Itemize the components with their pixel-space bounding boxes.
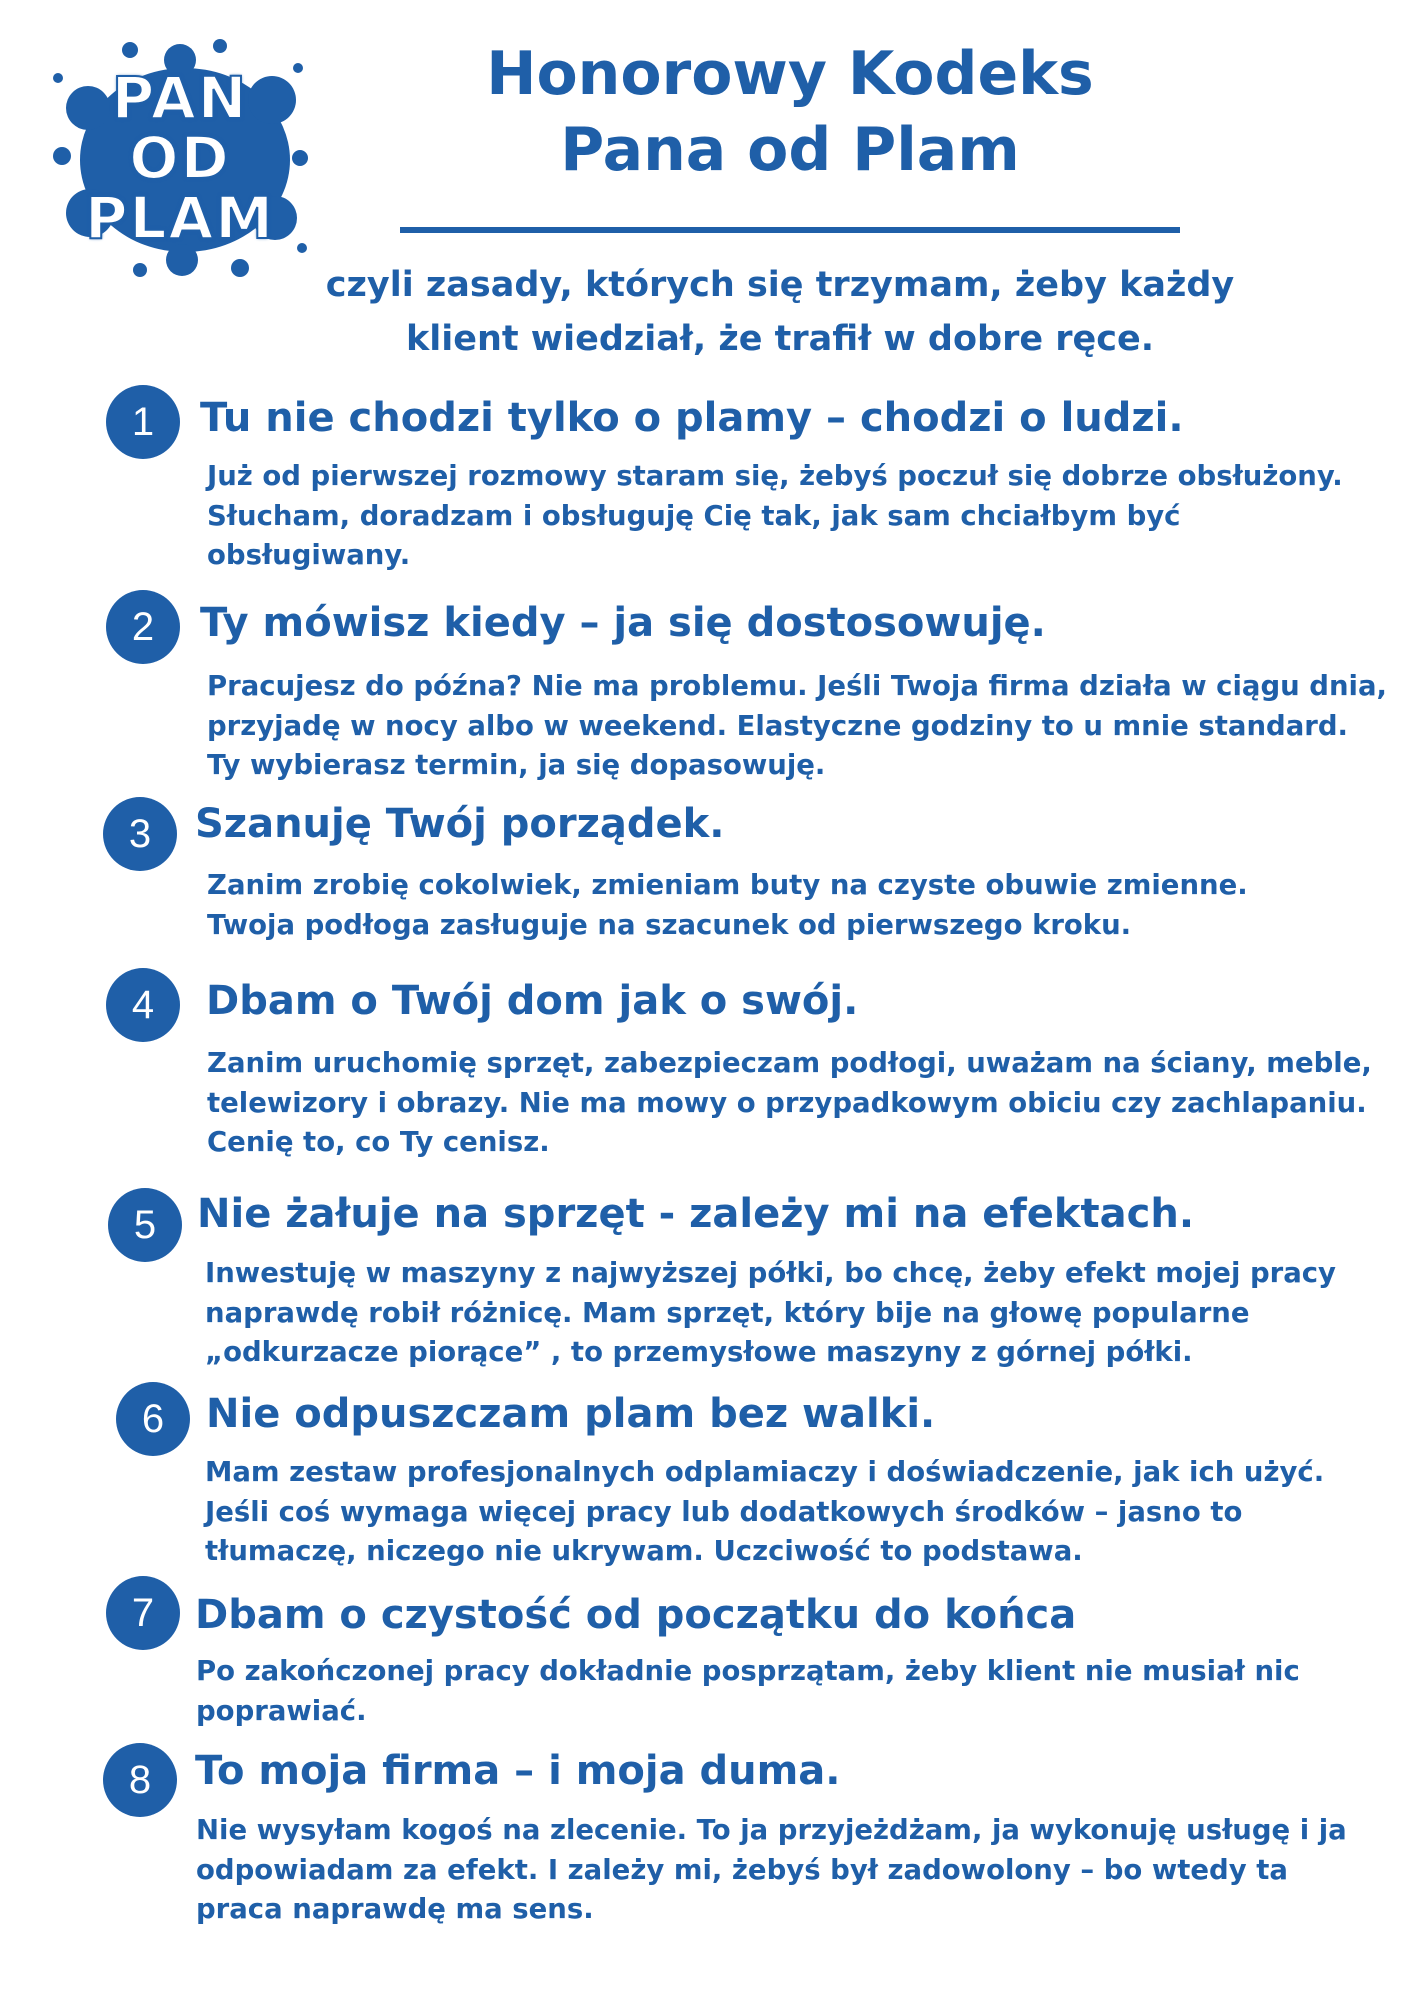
rule-number-badge: 8 — [103, 1743, 177, 1817]
rule-line: Ty wybierasz termin, ja się dopasowuję. — [207, 749, 826, 781]
rule-line: Pracujesz do późna? Nie ma problemu. Jeśli Twoja firma działa w ciągu dnia, — [207, 670, 1387, 702]
subtitle-line-1: czyli zasady, których się trzymam, żeby każdy — [325, 265, 1235, 305]
rule-description — [196, 1652, 1376, 1731]
rule-line: przyjadę w nocy albo w weekend. Elastyczne godziny to u mnie standard. — [207, 709, 1348, 742]
rule-line: Po zakończonej pracy dokładnie posprzątam, żeby klient nie musiał nic — [196, 1655, 1300, 1687]
rule-line: Zanim zrobię cokolwiek, zmieniam buty na czyste obuwie zmienne. — [207, 869, 1248, 901]
rule-line: Nie wysyłam kogoś na zlecenie. To ja przyjeżdżam, ja wykonuję usługę i ja — [196, 1814, 1347, 1846]
brand-logo — [50, 38, 310, 278]
rule-number-badge: 1 — [106, 385, 180, 459]
title-divider — [400, 227, 1180, 233]
rule-description — [196, 1811, 1376, 1930]
rule-description — [207, 1044, 1387, 1163]
rule-number-badge: 2 — [106, 590, 180, 664]
rule-heading: Tu nie chodzi tylko o plamy – chodzi o ludzi. — [200, 395, 1184, 441]
rule-heading: Dbam o czystość od początku do końca — [195, 1592, 1077, 1638]
rule-number-badge: 6 — [116, 1382, 190, 1456]
rule-line: telewizory i obrazy. Nie ma mowy o przypadkowym obiciu czy zachlapaniu. — [207, 1086, 1367, 1119]
logo-line-2: OD — [129, 124, 231, 192]
rule-heading: Dbam o Twój dom jak o swój. — [206, 978, 859, 1024]
rule-line: Jeśli coś wymaga więcej pracy lub dodatkowych środków – jasno to — [205, 1495, 1243, 1528]
page-title — [380, 36, 1200, 188]
rule-heading: To moja firma – i moja duma. — [195, 1748, 841, 1794]
rule-line: poprawiać. — [196, 1694, 367, 1727]
rule-line: Cenię to, co Ty cenisz. — [207, 1126, 550, 1158]
rule-line: Już od pierwszej rozmowy staram się, żebyś poczuł się dobrze obsłużony. — [207, 460, 1343, 492]
title-line-2: Pana od Plam — [560, 115, 1020, 185]
rule-number-badge: 3 — [103, 797, 177, 871]
page-subtitle — [300, 258, 1260, 366]
subtitle-line-2: klient wiedział, że trafił w dobre ręce. — [405, 319, 1155, 359]
rule-line: odpowiadam za efekt. I zależy mi, żebyś był zadowolony – bo wtedy ta — [196, 1853, 1288, 1886]
rule-description — [205, 1453, 1385, 1572]
rule-number-badge: 5 — [108, 1188, 182, 1262]
rule-line: „odkurzacze piorące” , to przemysłowe maszyny z górnej półki. — [205, 1336, 1193, 1368]
rule-line: praca naprawdę ma sens. — [196, 1893, 594, 1925]
rule-line: Inwestuję w maszyny z najwyższej półki, bo chcę, żeby efekt mojej pracy — [205, 1257, 1336, 1289]
title-line-1: Honorowy Kodeks — [486, 39, 1094, 109]
logo-line-1: PAN — [111, 64, 249, 132]
rule-line: Twoja podłoga zasługuje na szacunek od pierwszego kroku. — [207, 908, 1132, 941]
rule-line: Zanim uruchomię sprzęt, zabezpieczam podłogi, uważam na ściany, meble, — [207, 1047, 1372, 1079]
rule-line: Mam zestaw profesjonalnych odplamiaczy i doświadczenie, jak ich użyć. — [205, 1456, 1325, 1488]
rule-heading: Nie żałuje na sprzęt - zależy mi na efektach. — [197, 1191, 1195, 1237]
rule-line: naprawdę robił różnicę. Mam sprzęt, który bije na głowę popularne — [205, 1296, 1250, 1329]
rule-description — [207, 866, 1387, 945]
rule-description — [205, 1254, 1385, 1373]
rule-description — [207, 457, 1387, 576]
logo-wordmark — [50, 38, 310, 278]
logo-line-3: PLAM — [84, 184, 276, 252]
rule-heading: Ty mówisz kiedy – ja się dostosowuję. — [200, 600, 1046, 646]
rule-description — [207, 667, 1387, 786]
rule-line: obsługiwany. — [207, 539, 411, 571]
rule-line: Słucham, doradzam i obsługuję Cię tak, jak sam chciałbym być — [207, 499, 1181, 532]
rule-number-badge: 7 — [106, 1576, 180, 1650]
rule-number-badge: 4 — [106, 968, 180, 1042]
rule-heading: Szanuję Twój porządek. — [195, 801, 725, 847]
rule-line: tłumaczę, niczego nie ukrywam. Uczciwość to podstawa. — [205, 1535, 1083, 1567]
rule-heading: Nie odpuszczam plam bez walki. — [206, 1391, 936, 1437]
